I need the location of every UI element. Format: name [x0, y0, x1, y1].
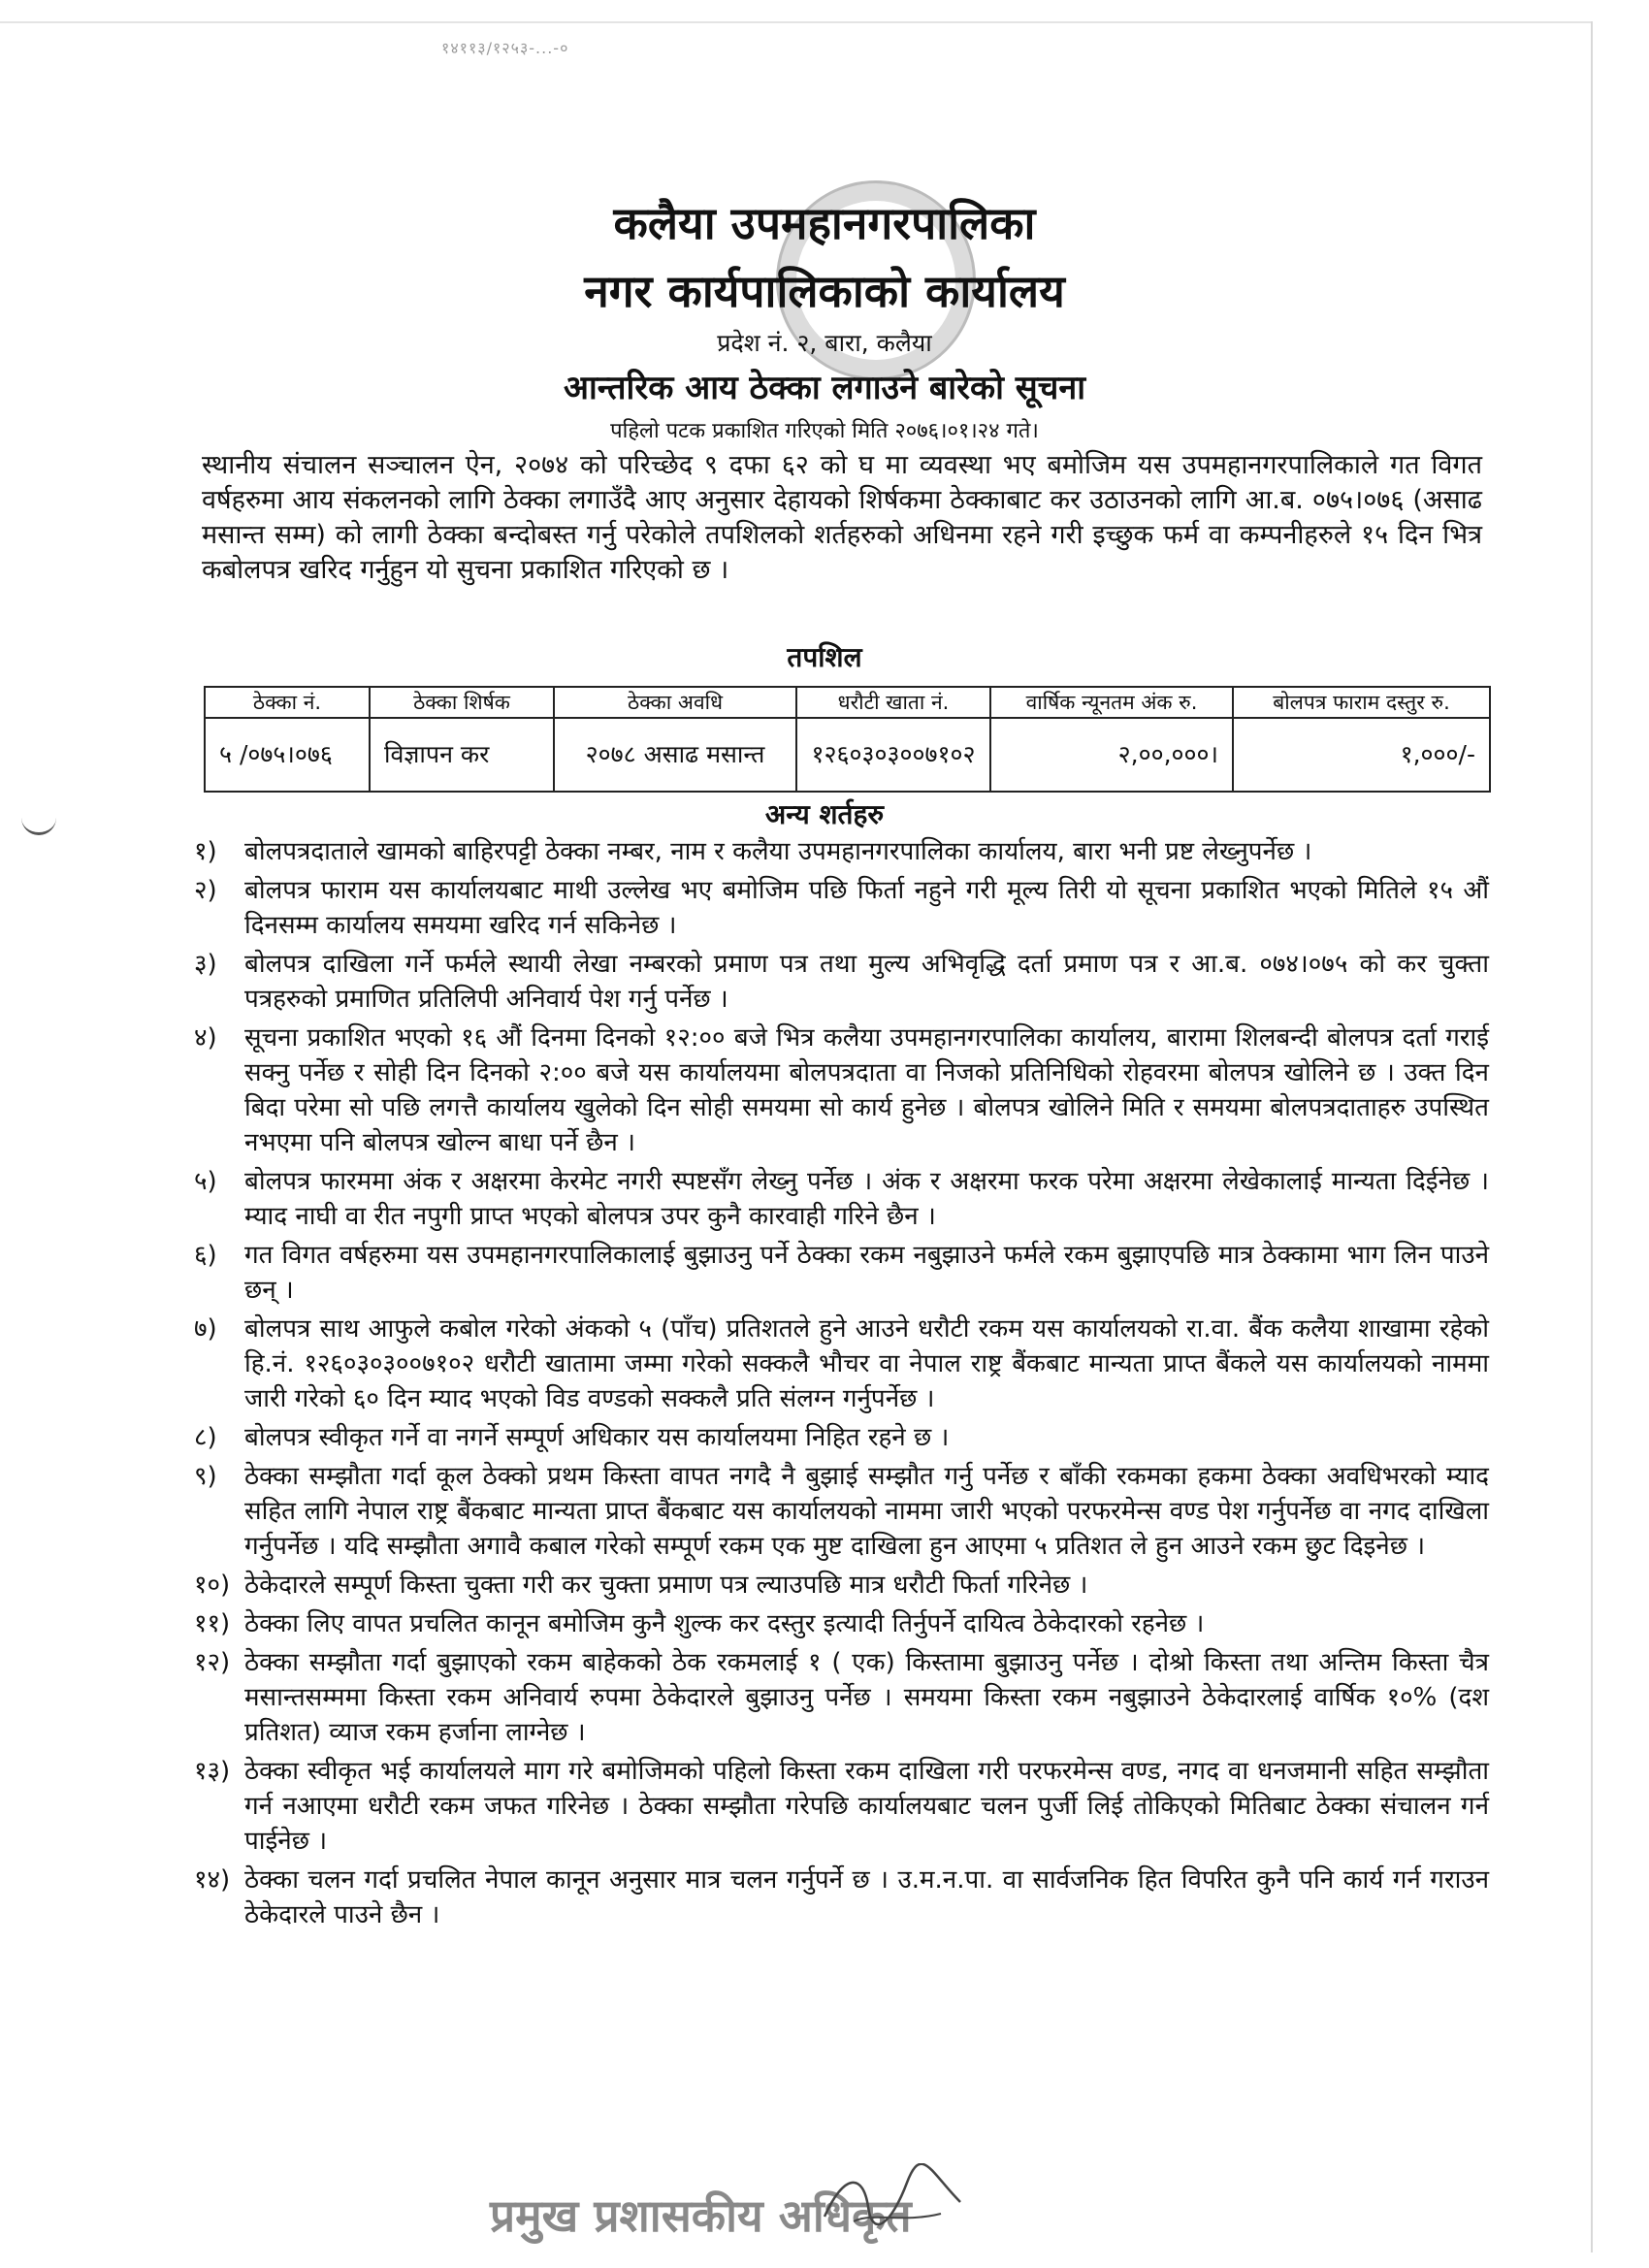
handwritten-signature — [815, 2163, 970, 2231]
condition-number: १४) — [194, 1865, 231, 1895]
list-item — [194, 1420, 1489, 1455]
office-address: प्रदेश नं. २, बारा, कलैया — [717, 329, 932, 357]
cell-deposit-account: १२६०३०३००७१०२ — [796, 718, 990, 792]
header-min-amount: वार्षिक न्यूनतम अंक रु. — [990, 687, 1233, 718]
header-form-fee: बोलपत्र फाराम दस्तुर रु. — [1233, 687, 1490, 718]
condition-number: ६) — [194, 1241, 217, 1270]
list-item — [194, 873, 1489, 943]
condition-text: बोलपत्र साथ आफुले कबोल गरेको अंकको ५ (पाँच) प्रतिशतले हुने आउने धरौटी रकम यस कार्यालयको रा.वा. बैंक कलैया शाखामा रहेको हि.नं. १२६०३०३००७१०२ धरौटी खातामा जम्मा गरेको सक्कलै भौचर वा नेपाल राष्ट्र बैंकबाट मान्यता प्राप्त बैंकले यस कार्यालयको नाममा जारी गरेको ६० दिन म्याद भएको विड वण्डको सक्कलै प्रति संलग्न गर्नुपर्नेछ । — [244, 1314, 1489, 1413]
condition-number: ३) — [194, 950, 217, 979]
condition-text: ठेकेदारले सम्पूर्ण किस्ता चुक्ता गरी कर चुक्ता प्रमाण पत्र ल्याउपछि मात्र धरौटी फिर्ता गरिनेछ । — [244, 1571, 1088, 1600]
condition-text: बोलपत्र दाखिला गर्ने फर्मले स्थायी लेखा नम्बरको प्रमाण पत्र तथा मुल्य अभिवृद्धि दर्ता प्रमाण पत्र र आ.ब. ०७४।०७५ को कर चुक्ता पत्रहरुको प्रमाणित प्रतिलिपी अनिवार्य पेश गर्नु पर्नेछ । — [244, 950, 1489, 1014]
list-item — [194, 1754, 1489, 1859]
municipality-name: कलैया उपमहानगरपालिका — [613, 197, 1036, 249]
condition-number: ४) — [194, 1023, 217, 1053]
condition-text: ठेक्का सम्झौता गर्दा कूल ठेक्को प्रथम किस्ता वापत नगदै नै बुझाई सम्झौत गर्नु पर्नेछ र बाँकी रकमका हकमा ठेक्का अवधिभरको म्याद सहित लागि नेपाल राष्ट्र बैंकबाट मान्यता प्राप्त बैंकबाट यस कार्यालयको नाममा जारी भएको परफरमेन्स वण्ड पेश गर्नुपर्नेछ वा नगद दाखिला गर्नुपर्नेछ । यदि सम्झौता अगावै कबाल गरेको सम्पूर्ण रकम एक मुष्ट दाखिला हुन आएमा ५ प्रतिशत ले हुन आउने रकम छुट दिइनेछ । — [244, 1462, 1489, 1561]
cell-form-fee: १,०००/- — [1233, 718, 1490, 792]
condition-text: ठेक्का सम्झौता गर्दा बुझाएको रकम बाहेकको ठेक रकमलाई १ ( एक) किस्तामा बुझाउनु पर्नेछ । दोश्रो किस्ता तथा अन्तिम किस्ता चैत्र मसान्तसम्ममा किस्ता रकम अनिवार्य रुपमा ठेकेदारले बुझाउनु पर्नेछ । समयमा किस्ता रकम नबुझाउने ठेकेदारलाई वार्षिक १०% (दश प्रतिशत) व्याज रकम हर्जाना लाग्नेछ । — [244, 1648, 1489, 1747]
contract-table — [204, 686, 1491, 793]
table-header-row — [205, 687, 1490, 718]
table-row — [205, 718, 1490, 792]
list-item — [194, 1606, 1489, 1641]
list-item — [194, 1459, 1489, 1564]
conditions-list — [194, 834, 1489, 1936]
condition-number: २) — [194, 876, 217, 905]
signatory-title: प्रमुख प्रशासकीय अधिकृत — [490, 2189, 912, 2242]
condition-number: १) — [194, 837, 217, 866]
list-item — [194, 1645, 1489, 1750]
list-item — [194, 947, 1489, 1017]
list-item — [194, 1312, 1489, 1416]
notice-title: आन्तरिक आय ठेक्का लगाउने बारेको सूचना — [563, 369, 1086, 407]
details-heading: तपशिल — [787, 641, 862, 673]
condition-text: गत विगत वर्षहरुमा यस उपमहानगरपालिकालाई बुझाउनु पर्ने ठेक्का रकम नबुझाउने फर्मले रकम बुझाएपछि मात्र ठेक्कामा भाग लिन पाउने छन् । — [244, 1241, 1489, 1305]
cell-contract-period: २०७८ असाढ मसान्त — [554, 718, 796, 792]
cell-min-amount: २,००,०००। — [990, 718, 1233, 792]
condition-text: सूचना प्रकाशित भएको १६ औं दिनमा दिनको १२:०० बजे भित्र कलैया उपमहानगरपालिका कार्यालय, बारामा शिलबन्दी बोलपत्र दर्ता गराई सक्नु पर्नेछ र सोही दिन दिनको २:०० बजे यस कार्यालयमा बोलपत्रदाता वा निजको प्रतिनिधिको रोहवरमा बोलपत्र खोलिने छ । उक्त दिन बिदा परेमा सो पछि लगत्तै कार्यालय खुलेको दिन सोही समयमा सो कार्य हुनेछ । बोलपत्र खोलिने मिति र समयमा बोलपत्रदाताहरु उपस्थित नभएमा पनि बोलपत्र खोल्न बाधा पर्ने छैन । — [244, 1023, 1489, 1157]
condition-number: ७) — [194, 1314, 217, 1344]
condition-text: बोलपत्रदाताले खामको बाहिरपट्टी ठेक्का नम्बर, नाम र कलैया उपमहानगरपालिका कार्यालय, बारा भनी प्रष्ट लेख्नुपर्नेछ । — [244, 837, 1312, 866]
condition-number: ९) — [194, 1462, 217, 1491]
list-item — [194, 1021, 1489, 1160]
list-item — [194, 834, 1489, 869]
intro-paragraph: स्थानीय संचालन सञ्चालन ऐन, २०७४ को परिच्छेद ९ दफा ६२ को घ मा व्यवस्था भए बमोजिम यस उपमहानगरपालिकाले गत विगत वर्षहरुमा आय संकलनको लागि ठेक्का लगाउँदै आए अनुसार देहायको शिर्षकमा ठेक्काबाट कर उठाउनको लागि आ.ब. ०७५।०७६ (असाढ मसान्त सम्म) को लागी ठेक्का बन्दोबस्त गर्नु परेकोले तपशिलको शर्तहरुको अधिनमा रहने गरी इच्छुक फर्म वा कम्पनीहरुले १५ दिन भित्र कबोलपत्र खरिद गर्नुहुन यो सुचना प्रकाशित गरिएको छ । — [202, 450, 1482, 585]
handwritten-note: १४११३/१२५३-...-० — [441, 39, 569, 57]
condition-number: ११) — [194, 1609, 231, 1638]
condition-text: बोलपत्र स्वीकृत गर्ने वा नगर्ने सम्पूर्ण अधिकार यस कार्यालयमा निहित रहने छ । — [244, 1423, 950, 1452]
header-deposit-account: धरौटी खाता नं. — [796, 687, 990, 718]
scan-top-edge — [0, 21, 1591, 23]
cell-contract-number: ५ /०७५।०७६ — [205, 718, 370, 792]
header-contract-number: ठेक्का नं. — [205, 687, 370, 718]
list-item — [194, 1238, 1489, 1308]
condition-text: ठेक्का लिए वापत प्रचलित कानून बमोजिम कुनै शुल्क कर दस्तुर इत्यादी तिर्नुपर्ने दायित्व ठेकेदारको रहनेछ । — [244, 1609, 1205, 1638]
publication-date: पहिलो पटक प्रकाशित गरिएको मिति २०७६।०१।२४ गते। — [610, 419, 1039, 443]
condition-text: बोलपत्र फारममा अंक र अक्षरमा केरमेट नगरी स्पष्टसँग लेख्नु पर्नेछ । अंक र अक्षरमा फरक परेमा अक्षरमा लेखेकालाई मान्यता दिईनेछ । म्याद नाघी वा रीत नपुगी प्राप्त भएको बोलपत्र उपर कुनै कारवाही गरिने छैन । — [244, 1167, 1489, 1231]
office-name: नगर कार्यपालिकाको कार्यालय — [584, 265, 1065, 317]
list-item — [194, 1164, 1489, 1234]
cell-contract-title: विज्ञापन कर — [370, 718, 554, 792]
condition-text: ठेक्का चलन गर्दा प्रचलित नेपाल कानून अनुसार मात्र चलन गर्नुपर्ने छ । उ.म.न.पा. वा सार्वजनिक हित विपरित कुनै पनि कार्य गर्न गराउन ठेकेदारले पाउने छैन । — [244, 1865, 1489, 1929]
header-contract-period: ठेक्का अवधि — [554, 687, 796, 718]
other-conditions-heading: अन्य शर्तहरु — [764, 798, 885, 830]
condition-number: १३) — [194, 1757, 231, 1786]
condition-text: बोलपत्र फाराम यस कार्यालयबाट माथी उल्लेख भए बमोजिम पछि फिर्ता नहुने गरी मूल्य तिरी यो सूचना प्रकाशित भएको मितिले १५ औं दिनसम्म कार्यालय समयमा खरिद गर्न सकिनेछ । — [244, 876, 1489, 940]
list-item — [194, 1568, 1489, 1603]
header-contract-title: ठेक्का शिर्षक — [370, 687, 554, 718]
condition-number: १२) — [194, 1648, 231, 1677]
condition-number: ५) — [194, 1167, 217, 1196]
condition-text: ठेक्का स्वीकृत भई कार्यालयले माग गरे बमोजिमको पहिलो किस्ता रकम दाखिला गरी परफरमेन्स वण्ड, नगद वा धनजमानी सहित सम्झौता गर्न नआएमा धरौटी रकम जफत गरिनेछ । ठेक्का सम्झौता गरेपछि कार्यालयबाट चलन पुर्जी लिई तोकिएको मितिबाट ठेक्का संचालन गर्न पाईनेछ । — [244, 1757, 1489, 1856]
list-item — [194, 1863, 1489, 1932]
condition-number: ८) — [194, 1423, 217, 1452]
condition-number: १०) — [194, 1571, 231, 1600]
